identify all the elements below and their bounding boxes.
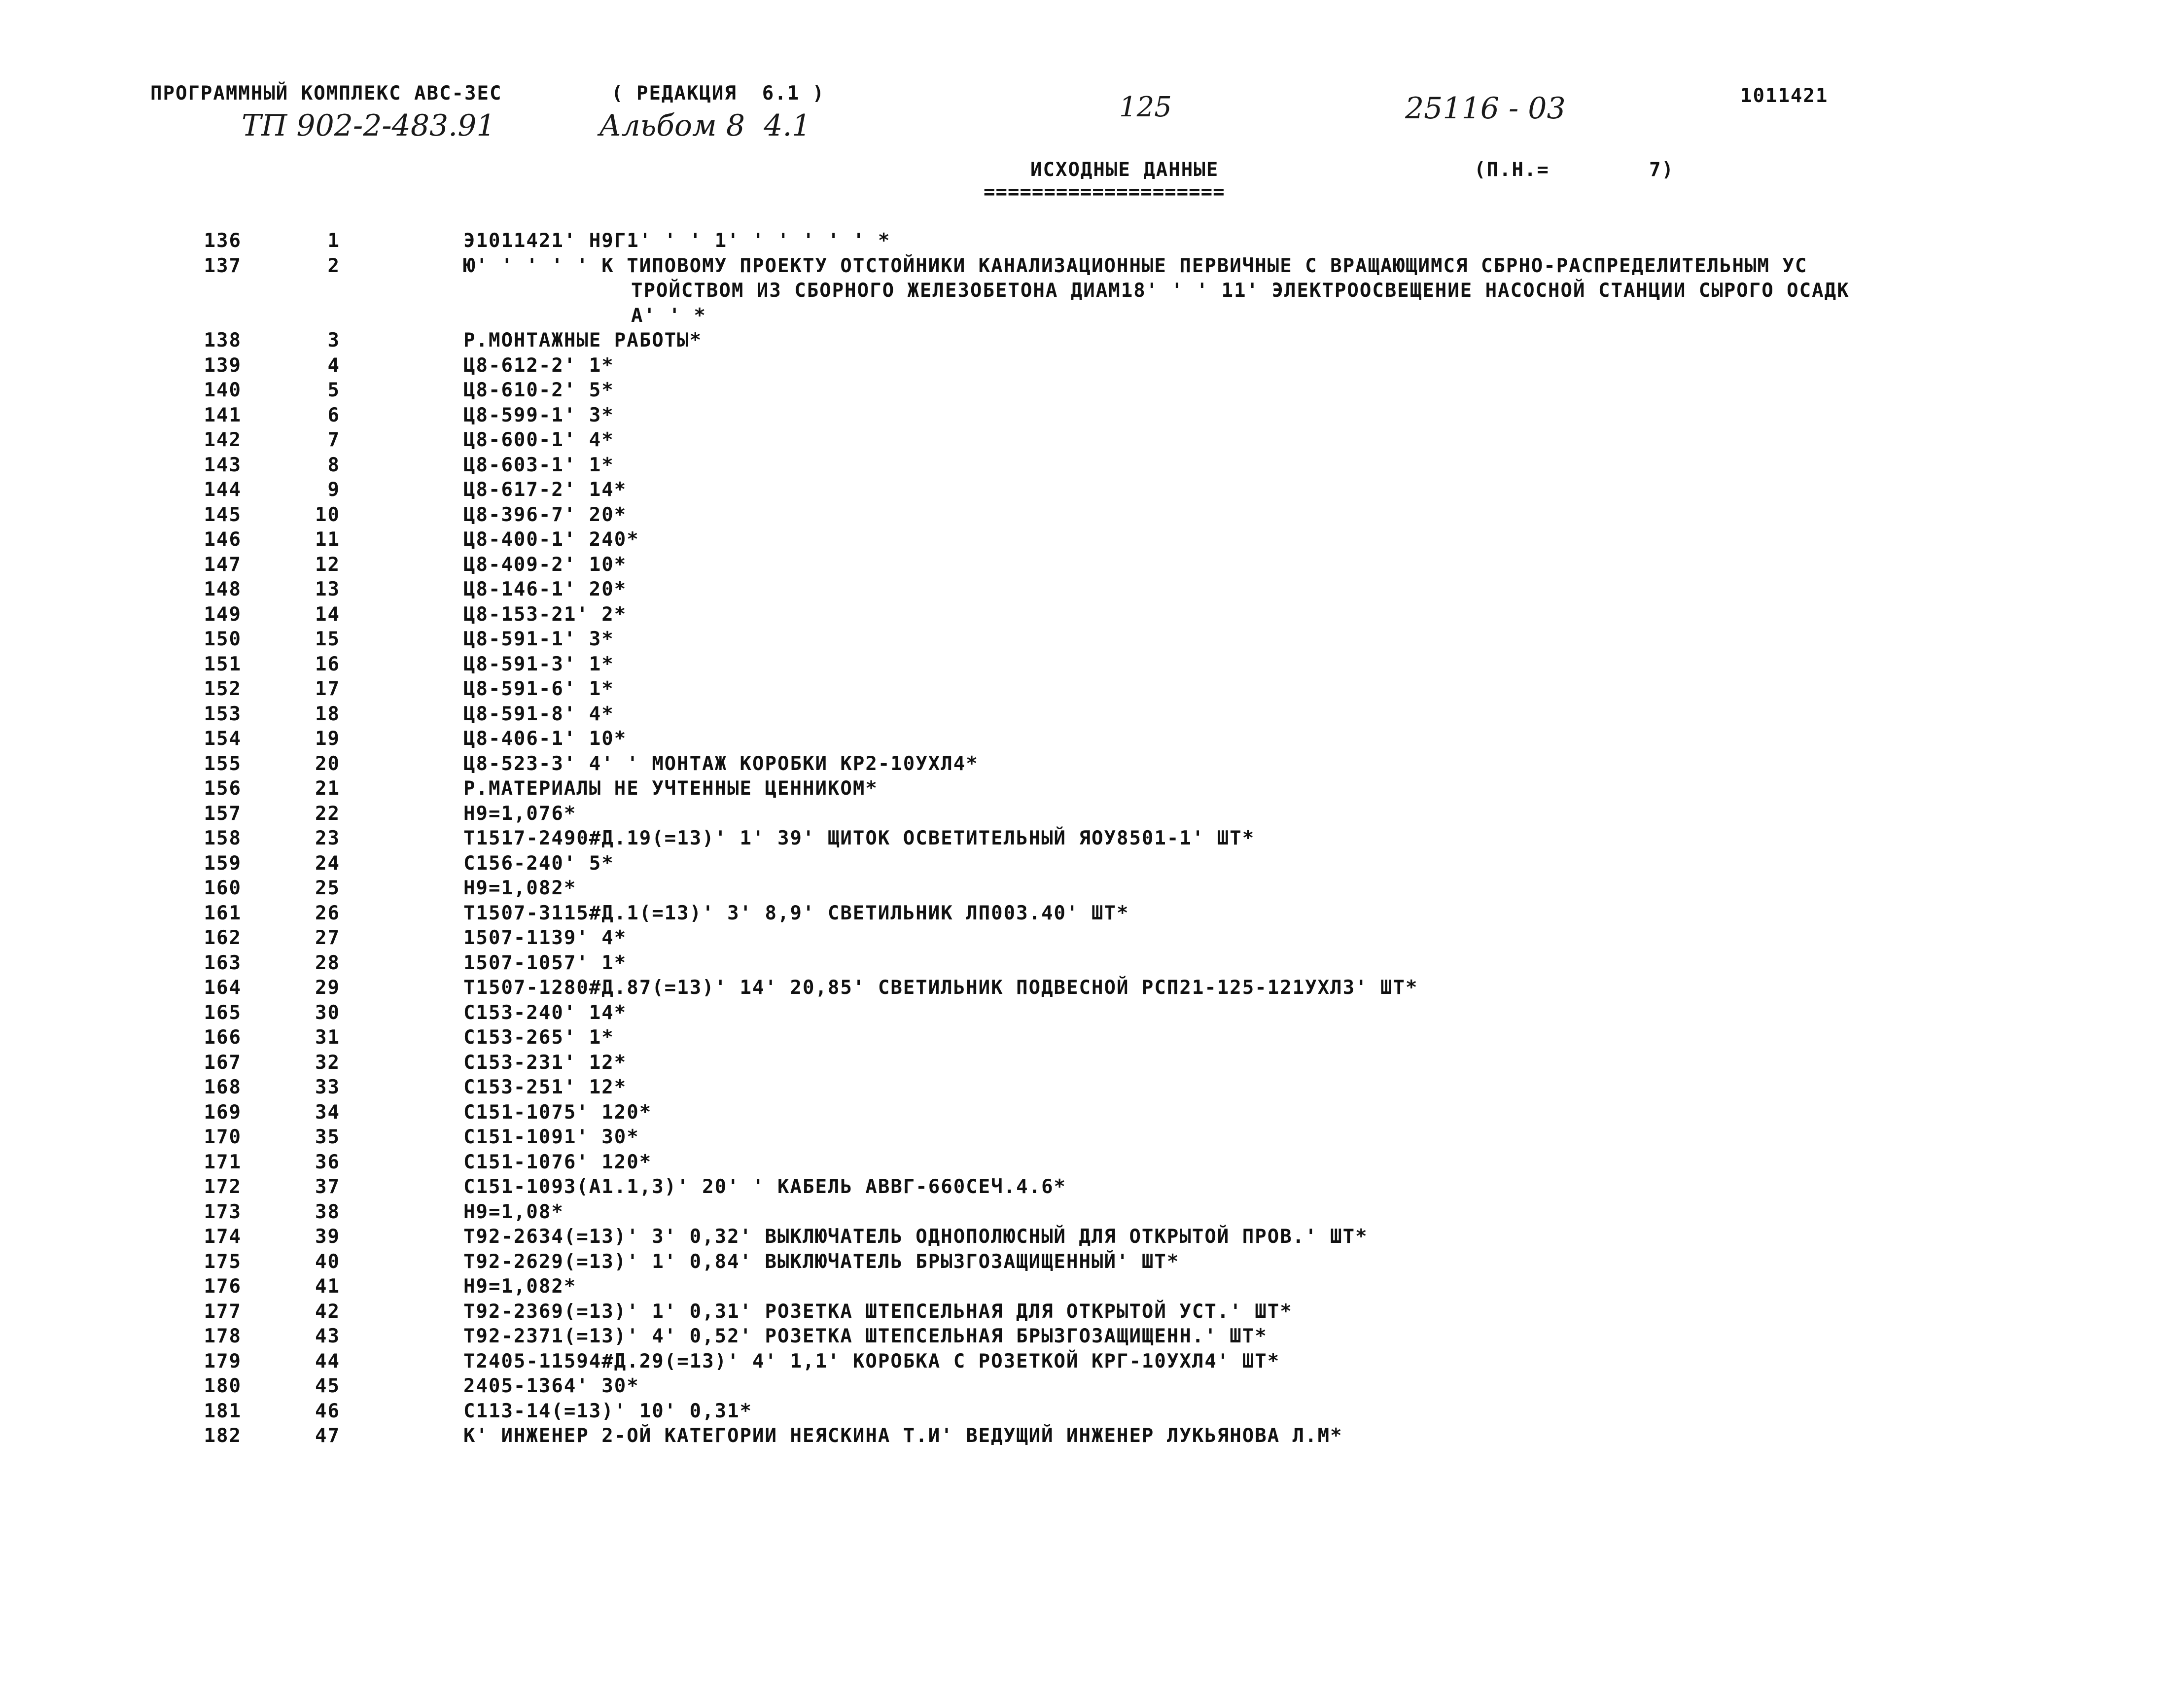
listing-row <box>0 776 2184 802</box>
listing-row <box>0 1150 2184 1175</box>
statement-number: 37 <box>315 1176 340 1198</box>
statement-text <box>463 776 2140 802</box>
line-number: 139 <box>204 354 242 377</box>
listing-row <box>0 378 2184 403</box>
line-number: 155 <box>204 752 242 775</box>
statement-text <box>463 926 2140 951</box>
statement-number: 28 <box>315 951 340 974</box>
statement-text-line: Ц8-591-1' 3* <box>463 628 614 650</box>
statement-text <box>463 528 2140 553</box>
statement-number: 36 <box>315 1151 340 1173</box>
listing-row <box>0 1025 2184 1051</box>
line-number: 171 <box>204 1151 242 1173</box>
statement-text <box>463 901 2140 926</box>
edition-label: ( РЕДАКЦИЯ 6.1 ) <box>611 82 825 105</box>
statement-number: 10 <box>315 503 340 526</box>
document-code: 1011421 <box>1740 85 1829 107</box>
line-number: 149 <box>204 603 242 626</box>
statement-number: 15 <box>315 628 340 650</box>
statement-text-line: Ю' ' ' ' ' К ТИПОВОМУ ПРОЕКТУ ОТСТОЙНИКИ КАНАЛИЗАЦИОННЫЕ ПЕРВИЧНЫЕ С ВРАЩАЮЩИМСЯ СБРНО-РАСПРЕДЕЛИТЕЛЬНЫМ УС <box>463 254 1808 277</box>
statement-number: 44 <box>315 1350 340 1372</box>
statement-text-line: С153-251' 12* <box>463 1076 627 1098</box>
statement-text-line: С153-231' 12* <box>463 1051 627 1074</box>
statement-number: 29 <box>315 977 340 999</box>
line-number: 140 <box>204 379 242 401</box>
statement-text-line: Ц8-591-8' 4* <box>463 703 614 725</box>
statement-text <box>463 428 2140 453</box>
line-number: 178 <box>204 1325 242 1347</box>
statement-text-line: Ц8-603-1' 1* <box>463 454 614 476</box>
statement-text <box>463 1150 2140 1175</box>
statement-number: 11 <box>315 528 340 551</box>
statement-text-line: С153-240' 14* <box>463 1001 627 1024</box>
statement-text <box>463 602 2140 628</box>
line-number: 143 <box>204 454 242 476</box>
statement-number: 32 <box>315 1051 340 1074</box>
statement-text <box>463 802 2140 827</box>
statement-text <box>463 702 2140 727</box>
statement-text-line: С151-1091' 30* <box>463 1126 639 1148</box>
statement-text <box>463 826 2140 851</box>
statement-text-line: Т92-2634(=13)' 3' 0,32' ВЫКЛЮЧАТЕЛЬ ОДНОПОЛЮСНЫЙ ДЛЯ ОТКРЫТОЙ ПРОВ.' ШТ* <box>463 1226 1368 1248</box>
listing-row <box>0 403 2184 428</box>
statement-text <box>463 1374 2140 1399</box>
line-number: 156 <box>204 777 242 800</box>
statement-text <box>463 951 2140 976</box>
line-number: 141 <box>204 404 242 426</box>
statement-text-line: Т1517-2490#Д.19(=13)' 1' 39' ЩИТОК ОСВЕТИТЕЛЬНЫЙ ЯОУ8501-1' ШТ* <box>463 827 1255 849</box>
listing-row <box>0 951 2184 976</box>
listing-row <box>0 553 2184 578</box>
statement-number: 47 <box>315 1425 340 1447</box>
listing-row <box>0 1399 2184 1424</box>
listing-row <box>0 1324 2184 1349</box>
statement-text <box>463 1100 2140 1126</box>
line-number: 151 <box>204 653 242 675</box>
listing-row <box>0 1250 2184 1275</box>
statement-text <box>463 1424 2140 1449</box>
line-number: 165 <box>204 1001 242 1024</box>
line-number: 170 <box>204 1126 242 1148</box>
listing-row <box>0 976 2184 1001</box>
statement-continuation-line: ТРОЙСТВОМ ИЗ СБОРНОГО ЖЕЛЕЗОБЕТОНА ДИАМ18' ' ' 11' ЭЛЕКТРООСВЕЩЕНИЕ НАСОСНОЙ СТАНЦИИ СЫРОГО ОСАДК <box>631 280 1850 302</box>
statement-number: 1 <box>327 230 340 252</box>
statement-text-line: Т2405-11594#Д.29(=13)' 4' 1,1' КОРОБКА С РОЗЕТКОЙ КРГ-10УХЛ4' ШТ* <box>463 1350 1280 1372</box>
statement-number: 42 <box>315 1300 340 1323</box>
statement-text-line: Т92-2371(=13)' 4' 0,52' РОЗЕТКА ШТЕПСЕЛЬНАЯ БРЫЗГОЗАЩИЩЕНН.' ШТ* <box>463 1325 1268 1347</box>
statement-number: 9 <box>327 479 340 501</box>
page-number: 7) <box>1649 159 1674 181</box>
page-number-label: (П.Н.= <box>1474 159 1550 181</box>
statement-text-line: Ц8-400-1' 240* <box>463 528 639 551</box>
listing-row <box>0 851 2184 877</box>
statement-text-line: Ц8-409-2' 10* <box>463 553 627 576</box>
statement-text <box>463 1225 2140 1250</box>
line-number: 182 <box>204 1425 242 1447</box>
statement-number: 17 <box>315 678 340 700</box>
line-number: 148 <box>204 578 242 600</box>
line-number: 144 <box>204 479 242 501</box>
statement-text-line: С151-1093(А1.1,3)' 20' ' КАБЕЛЬ АВВГ-660СЕЧ.4.6* <box>463 1176 1067 1198</box>
line-number: 172 <box>204 1176 242 1198</box>
statement-number: 26 <box>315 902 340 924</box>
statement-text <box>463 478 2140 503</box>
line-number: 168 <box>204 1076 242 1098</box>
statement-text-line: Ц8-599-1' 3* <box>463 404 614 426</box>
statement-text-line: Ц8-610-2' 5* <box>463 379 614 401</box>
statement-number: 24 <box>315 852 340 875</box>
line-number: 160 <box>204 877 242 899</box>
statement-text-line: С153-265' 1* <box>463 1026 614 1049</box>
statement-text <box>463 1349 2140 1374</box>
statement-text-line: Ц8-396-7' 20* <box>463 503 627 526</box>
listing-row <box>0 752 2184 777</box>
line-number: 163 <box>204 951 242 974</box>
statement-number: 16 <box>315 653 340 675</box>
line-number: 147 <box>204 553 242 576</box>
statement-text-line: С151-1075' 120* <box>463 1101 652 1124</box>
listing-row <box>0 577 2184 602</box>
statement-number: 46 <box>315 1400 340 1422</box>
statement-number: 13 <box>315 578 340 600</box>
statement-text-line: Ц8-146-1' 20* <box>463 578 627 600</box>
statement-text <box>463 1300 2140 1325</box>
statement-text-line: 1507-1057' 1* <box>463 951 627 974</box>
statement-text-line: Э1011421' Н9Г1' ' ' 1' ' ' ' ' ' * <box>463 230 891 252</box>
statement-number: 19 <box>315 728 340 750</box>
statement-text <box>463 403 2140 428</box>
statement-text-line: Р.МАТЕРИАЛЫ НЕ УЧТЕННЫЕ ЦЕННИКОМ* <box>463 777 878 800</box>
line-number: 161 <box>204 902 242 924</box>
statement-text <box>463 328 2140 353</box>
statement-text-line: Н9=1,082* <box>463 1275 577 1298</box>
line-number: 176 <box>204 1275 242 1298</box>
statement-text <box>463 1399 2140 1424</box>
listing-row <box>0 1001 2184 1026</box>
listing-row <box>0 826 2184 851</box>
statement-number: 45 <box>315 1375 340 1397</box>
line-number: 169 <box>204 1101 242 1124</box>
statement-text-line: Ц8-153-21' 2* <box>463 603 627 626</box>
statement-text-line: С113-14(=13)' 10' 0,31* <box>463 1400 753 1422</box>
line-number: 154 <box>204 728 242 750</box>
statement-number: 34 <box>315 1101 340 1124</box>
listing-row <box>0 229 2184 254</box>
statement-text-line: С151-1076' 120* <box>463 1151 652 1173</box>
listing-row <box>0 901 2184 926</box>
statement-text <box>463 1250 2140 1275</box>
statement-number: 30 <box>315 1001 340 1024</box>
statement-text <box>463 353 2140 379</box>
statement-continuation-line: А' ' * <box>631 304 706 327</box>
statement-text-line: Н9=1,076* <box>463 802 577 825</box>
statement-text-line: Т1507-1280#Д.87(=13)' 14' 20,85' СВЕТИЛЬНИК ПОДВЕСНОЙ РСП21-125-121УХЛ3' ШТ* <box>463 977 1418 999</box>
listing-row <box>0 1300 2184 1325</box>
statement-number: 43 <box>315 1325 340 1347</box>
statement-text <box>463 229 2140 254</box>
page-title: ИСХОДНЫЕ ДАННЫЕ <box>1030 159 1219 181</box>
line-number: 181 <box>204 1400 242 1422</box>
statement-text-line: Ц8-600-1' 4* <box>463 429 614 451</box>
statement-text <box>463 752 2140 777</box>
statement-text-line: Ц8-523-3' 4' ' МОНТАЖ КОРОБКИ КР2-10УХЛ4* <box>463 752 979 775</box>
statement-number: 5 <box>327 379 340 401</box>
statement-number: 39 <box>315 1226 340 1248</box>
statement-number: 20 <box>315 752 340 775</box>
listing-row <box>0 727 2184 752</box>
statement-text <box>463 1175 2140 1200</box>
listing-row <box>0 353 2184 379</box>
statement-number: 4 <box>327 354 340 377</box>
statement-number: 7 <box>327 429 340 451</box>
statement-text <box>463 876 2140 901</box>
statement-number: 23 <box>315 827 340 849</box>
statement-text <box>463 1200 2140 1225</box>
line-number: 142 <box>204 429 242 451</box>
line-number: 157 <box>204 802 242 825</box>
statement-text-line: Ц8-591-6' 1* <box>463 678 614 700</box>
statement-number: 8 <box>327 454 340 476</box>
line-number: 136 <box>204 230 242 252</box>
handwritten-project-number: ТП 902-2-483.91 <box>242 108 495 143</box>
listing-row <box>0 1349 2184 1374</box>
statement-text-line: Ц8-612-2' 1* <box>463 354 614 377</box>
listing-row <box>0 1075 2184 1100</box>
listing-row <box>0 1125 2184 1150</box>
line-number: 173 <box>204 1200 242 1223</box>
statement-number: 27 <box>315 927 340 949</box>
line-number: 159 <box>204 852 242 875</box>
statement-text <box>463 503 2140 528</box>
statement-number: 12 <box>315 553 340 576</box>
listing-row <box>0 478 2184 503</box>
line-number: 138 <box>204 329 242 352</box>
statement-text-line: Т1507-3115#Д.1(=13)' 3' 8,9' СВЕТИЛЬНИК ЛП003.40' ШТ* <box>463 902 1129 924</box>
statement-number: 41 <box>315 1275 340 1298</box>
statement-text-line: 1507-1139' 4* <box>463 927 627 949</box>
statement-number: 31 <box>315 1026 340 1049</box>
statement-number: 2 <box>327 254 340 277</box>
statement-text-line: С156-240' 5* <box>463 852 614 875</box>
listing-row <box>0 1274 2184 1300</box>
statement-text <box>463 577 2140 602</box>
listing-row <box>0 254 2184 329</box>
handwritten-code: 25116 - 03 <box>1405 91 1566 126</box>
handwritten-album: Альбом 8 4.1 <box>599 108 811 143</box>
statement-text <box>463 453 2140 478</box>
line-number: 180 <box>204 1375 242 1397</box>
statement-text-line: 2405-1364' 30* <box>463 1375 639 1397</box>
statement-number: 14 <box>315 603 340 626</box>
listing-row <box>0 702 2184 727</box>
listing-row <box>0 627 2184 652</box>
statement-text <box>463 1324 2140 1349</box>
listing-row <box>0 802 2184 827</box>
listing-row <box>0 453 2184 478</box>
statement-number: 25 <box>315 877 340 899</box>
listing-row <box>0 528 2184 553</box>
listing-row <box>0 602 2184 628</box>
statement-number: 3 <box>327 329 340 352</box>
statement-text <box>463 1125 2140 1150</box>
listing-row <box>0 328 2184 353</box>
statement-text-line: Н9=1,082* <box>463 877 577 899</box>
listing-row <box>0 1374 2184 1399</box>
line-number: 167 <box>204 1051 242 1074</box>
statement-number: 18 <box>315 703 340 725</box>
line-number: 152 <box>204 678 242 700</box>
listing-row <box>0 428 2184 453</box>
line-number: 166 <box>204 1026 242 1049</box>
line-number: 150 <box>204 628 242 650</box>
line-number: 137 <box>204 254 242 277</box>
statement-number: 35 <box>315 1126 340 1148</box>
listing-row <box>0 1051 2184 1076</box>
statement-text-line: Ц8-617-2' 14* <box>463 479 627 501</box>
statement-number: 38 <box>315 1200 340 1223</box>
statement-text <box>463 727 2140 752</box>
statement-text <box>463 1025 2140 1051</box>
statement-text <box>463 378 2140 403</box>
statement-text-line: Т92-2629(=13)' 1' 0,84' ВЫКЛЮЧАТЕЛЬ БРЫЗГОЗАЩИЩЕННЫЙ' ШТ* <box>463 1250 1180 1273</box>
listing-row <box>0 652 2184 677</box>
listing-row <box>0 677 2184 702</box>
statement-text <box>463 553 2140 578</box>
statement-text <box>463 851 2140 877</box>
listing-row <box>0 1200 2184 1225</box>
listing-row <box>0 876 2184 901</box>
statement-text <box>463 652 2140 677</box>
statement-text <box>463 627 2140 652</box>
statement-text-line: Н9=1,08* <box>463 1200 564 1223</box>
line-number: 162 <box>204 927 242 949</box>
statement-text <box>463 1001 2140 1026</box>
listing-row <box>0 1100 2184 1126</box>
statement-text <box>463 677 2140 702</box>
line-number: 179 <box>204 1350 242 1372</box>
statement-number: 21 <box>315 777 340 800</box>
listing-row <box>0 503 2184 528</box>
statement-text-line: Р.МОНТАЖНЫЕ РАБОТЫ* <box>463 329 703 352</box>
statement-text <box>463 976 2140 1001</box>
statement-text <box>463 254 2140 329</box>
line-number: 153 <box>204 703 242 725</box>
program-name: ПРОГРАММНЫЙ КОМПЛЕКС АВС-3ЕС <box>150 82 502 105</box>
statement-text <box>463 1075 2140 1100</box>
statement-text-line: Т92-2369(=13)' 1' 0,31' РОЗЕТКА ШТЕПСЕЛЬНАЯ ДЛЯ ОТКРЫТОЙ УСТ.' ШТ* <box>463 1300 1293 1323</box>
statement-number: 6 <box>327 404 340 426</box>
listing <box>0 229 2184 1449</box>
statement-text <box>463 1274 2140 1300</box>
line-number: 145 <box>204 503 242 526</box>
statement-text-line: Ц8-591-3' 1* <box>463 653 614 675</box>
listing-row <box>0 1225 2184 1250</box>
line-number: 175 <box>204 1250 242 1273</box>
statement-text <box>463 1051 2140 1076</box>
listing-row <box>0 1424 2184 1449</box>
line-number: 158 <box>204 827 242 849</box>
line-number: 174 <box>204 1226 242 1248</box>
statement-text-line: К' ИНЖЕНЕР 2-ОЙ КАТЕГОРИИ НЕЯСКИНА Т.И' ВЕДУЩИЙ ИНЖЕНЕР ЛУКЬЯНОВА Л.М* <box>463 1425 1343 1447</box>
handwritten-sheet-number: 125 <box>1119 91 1172 123</box>
line-number: 146 <box>204 528 242 551</box>
title-underline: ==================== <box>984 181 1225 203</box>
statement-number: 40 <box>315 1250 340 1273</box>
listing-row <box>0 1175 2184 1200</box>
line-number: 177 <box>204 1300 242 1323</box>
listing-row <box>0 926 2184 951</box>
statement-number: 33 <box>315 1076 340 1098</box>
line-number: 164 <box>204 977 242 999</box>
statement-number: 22 <box>315 802 340 825</box>
statement-text-line: Ц8-406-1' 10* <box>463 728 627 750</box>
